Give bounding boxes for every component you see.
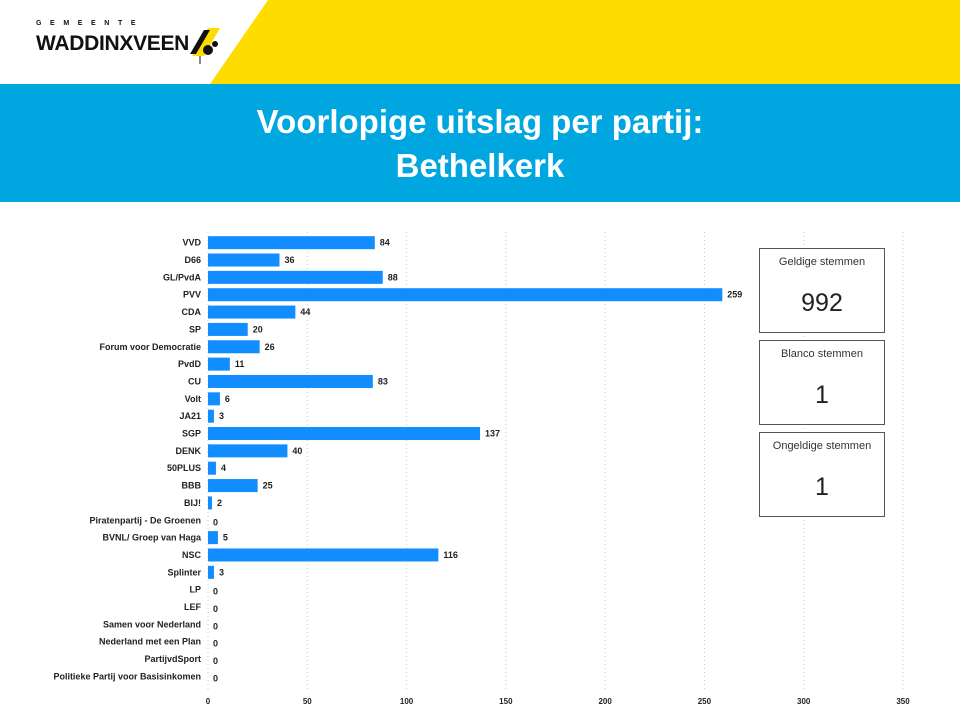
bar	[208, 462, 216, 475]
category-label: 50PLUS	[166, 463, 201, 474]
chart-bars	[208, 236, 722, 579]
category-label: CU	[188, 376, 201, 387]
data-label: 26	[264, 341, 275, 352]
category-label: Politieke Partij voor Basisinkomen	[53, 671, 201, 682]
category-label: SP	[188, 324, 201, 335]
category-label: Samen voor Nederland	[102, 619, 201, 630]
bar	[208, 410, 214, 423]
category-label: Splinter	[167, 567, 201, 578]
data-label: 0	[213, 638, 219, 649]
bar	[208, 496, 212, 509]
category-label: BVNL/ Groep van Haga	[102, 532, 201, 543]
invalid-votes-card	[759, 432, 885, 517]
invalid-votes-label: Ongeldige stemmen	[772, 440, 872, 452]
bar	[208, 358, 230, 371]
title-line-1: Voorlopige uitslag per partij:	[256, 103, 704, 140]
bar	[208, 254, 279, 267]
bar	[208, 392, 220, 405]
header-yellow-shape	[210, 0, 960, 84]
x-tick-label: 300	[797, 697, 811, 707]
data-label: 83	[377, 376, 388, 387]
data-label: 0	[213, 517, 219, 528]
logo-emblem-icon	[186, 24, 220, 64]
x-tick-label: 150	[499, 697, 513, 707]
municipality-logo	[36, 20, 226, 64]
title-band	[0, 84, 960, 202]
invalid-votes-value: 1	[815, 473, 829, 501]
data-label: 36	[284, 255, 295, 266]
category-label: Volt	[184, 393, 201, 404]
data-label: 116	[443, 549, 458, 560]
x-tick-label: 100	[399, 697, 414, 707]
bar	[208, 236, 375, 249]
category-label: JA21	[179, 411, 201, 422]
category-label: PvdD	[177, 359, 201, 370]
category-label: Nederland met een Plan	[98, 636, 201, 647]
x-tick-label: 350	[896, 697, 910, 707]
category-label: LEF	[184, 602, 201, 613]
blank-votes-value: 1	[815, 381, 829, 409]
x-tick-label: 0	[205, 697, 211, 707]
bar	[208, 340, 260, 353]
data-label: 2	[216, 497, 222, 508]
data-label: 20	[252, 324, 263, 335]
bar	[208, 427, 480, 440]
data-label: 0	[213, 586, 219, 597]
x-tick-label: 250	[697, 697, 712, 707]
bar	[208, 375, 373, 388]
category-label: GL/PvdA	[162, 272, 201, 283]
category-label: VVD	[182, 237, 201, 248]
bar	[208, 566, 214, 579]
page-title	[0, 100, 960, 188]
x-tick-label: 200	[598, 697, 612, 707]
logo-name: WADDINXVEEN	[36, 32, 190, 55]
category-label: D66	[184, 255, 201, 266]
category-label: CDA	[181, 307, 201, 318]
data-label: 6	[224, 393, 230, 404]
category-label: BBB	[181, 480, 201, 491]
bar	[208, 444, 287, 457]
blank-votes-card	[759, 340, 885, 425]
data-label: 84	[379, 237, 390, 248]
data-label: 0	[213, 673, 219, 684]
bar	[208, 479, 258, 492]
logo-subtitle: GEMEENTE	[36, 20, 145, 27]
data-label: 3	[218, 411, 224, 422]
valid-votes-value: 992	[801, 289, 843, 317]
blank-votes-label: Blanco stemmen	[781, 348, 863, 360]
data-label: 40	[292, 445, 303, 456]
x-tick-label: 50	[302, 697, 312, 707]
bar	[208, 548, 438, 561]
bar	[208, 306, 295, 319]
bar	[208, 323, 248, 336]
data-label: 4	[220, 463, 226, 474]
category-label: Piratenpartij - De Groenen	[89, 515, 201, 526]
category-label: LP	[189, 584, 201, 595]
category-label: PartijvdSport	[144, 654, 201, 665]
bar	[208, 531, 218, 544]
valid-votes-card	[759, 248, 885, 333]
data-label: 88	[387, 272, 398, 283]
data-label: 25	[262, 480, 273, 491]
data-label: 0	[213, 604, 219, 615]
category-label: Forum voor Democratie	[99, 341, 201, 352]
category-label: NSC	[181, 549, 201, 560]
data-label: 137	[485, 428, 501, 439]
category-label: BIJ!	[183, 497, 201, 508]
data-label: 259	[727, 289, 743, 300]
data-label: 5	[222, 532, 228, 543]
category-label: SGP	[181, 428, 201, 439]
valid-votes-label: Geldige stemmen	[778, 256, 866, 268]
data-label: 3	[218, 567, 224, 578]
data-label: 44	[300, 307, 311, 318]
title-line-2: Bethelkerk	[395, 147, 565, 184]
bar	[208, 288, 722, 301]
data-label: 0	[213, 621, 219, 632]
category-label: PVV	[182, 289, 201, 300]
category-label: DENK	[175, 445, 201, 456]
data-label: 11	[234, 359, 245, 370]
bar	[208, 271, 383, 284]
data-label: 0	[213, 656, 219, 667]
